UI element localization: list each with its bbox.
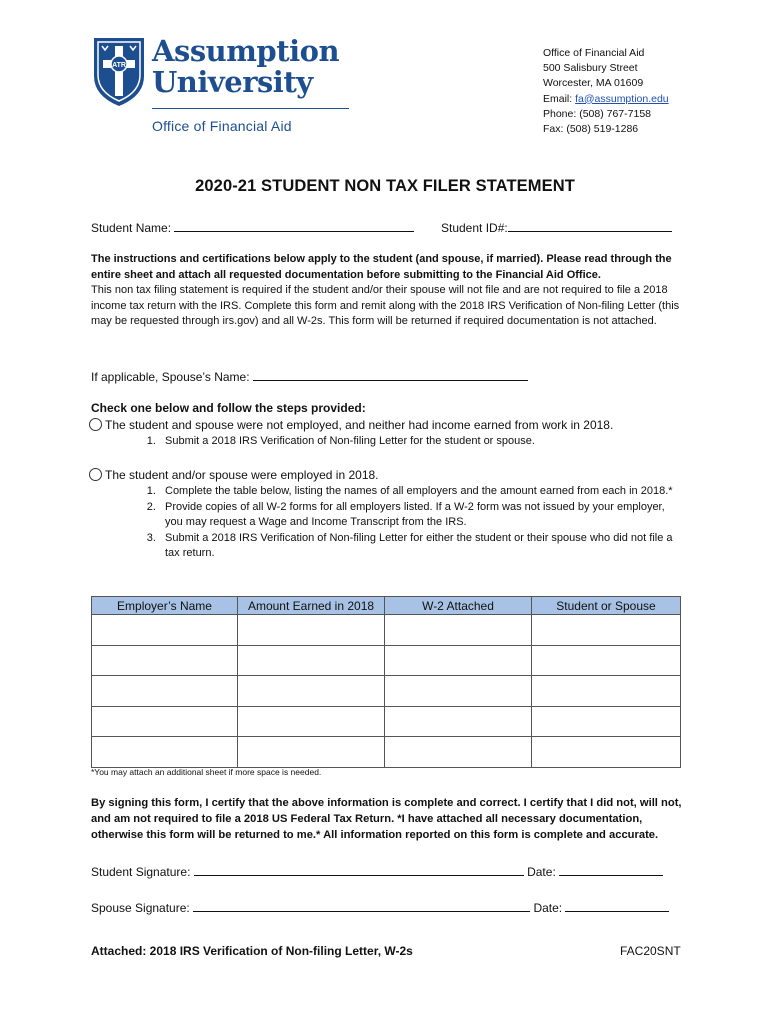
table-cell[interactable] (238, 706, 385, 737)
contact-block (543, 46, 669, 137)
table-cell[interactable] (385, 615, 532, 646)
university-name (152, 36, 339, 98)
table-cell[interactable] (92, 615, 238, 646)
spouse-date-label: Date: (533, 901, 563, 915)
contact-fax: Fax: (508) 519-1286 (543, 123, 639, 136)
spouse-name-row (91, 367, 528, 384)
table-cell[interactable] (385, 645, 532, 676)
contact-city: Worcester, MA 01609 (543, 77, 644, 90)
email-link[interactable]: fa@assumption.edu (575, 92, 669, 105)
spouse-name-label: If applicable, Spouse’s Name: (91, 370, 250, 384)
table-cell[interactable] (92, 645, 238, 676)
student-id-field[interactable] (508, 218, 672, 232)
student-name-field[interactable] (174, 218, 414, 232)
table-row (92, 645, 681, 676)
shield-icon (92, 36, 146, 108)
table-row (92, 615, 681, 646)
col-student-or-spouse: Student or Spouse (532, 597, 681, 615)
student-name-row (91, 218, 414, 235)
table-cell[interactable] (385, 676, 532, 707)
table-header-row (92, 597, 681, 615)
university-logo (92, 36, 354, 140)
contact-email (543, 92, 669, 107)
student-date-label: Date: (527, 865, 556, 879)
spouse-signature-label: Spouse Signature: (91, 901, 190, 915)
table-cell[interactable] (532, 706, 681, 737)
logo-divider (152, 108, 349, 109)
table-cell[interactable] (532, 737, 681, 768)
spouse-date-field[interactable] (565, 898, 669, 912)
table-cell[interactable] (92, 676, 238, 707)
option2-step-3: 3. Submit a 2018 IRS Verification of Non-filing Letter for either the student or their spouse who did not file a tax return. (159, 531, 681, 562)
table-row (92, 737, 681, 768)
contact-office: Office of Financial Aid (543, 47, 645, 59)
student-signature-label: Student Signature: (91, 865, 191, 879)
col-employer-name: Employer’s Name (92, 597, 238, 615)
page-title: 2020-21 STUDENT NON TAX FILER STATEMENT (195, 177, 575, 195)
university-name-line1: Assumption (152, 34, 340, 68)
option2-steps (91, 484, 681, 562)
option-employed-label: The student and/or spouse were employed in 2018. (105, 468, 379, 482)
table-cell[interactable] (532, 676, 681, 707)
table-cell[interactable] (532, 615, 681, 646)
logo-office-name: Office of Financial Aid (152, 118, 292, 134)
spouse-name-field[interactable] (253, 367, 528, 381)
form-code: FAC20SNT (620, 944, 681, 958)
table-cell[interactable] (238, 676, 385, 707)
student-date-field[interactable] (559, 862, 663, 876)
instructions-body: This non tax filing statement is required if the student and/or their spouse will not file and are not required to file a 2018 income tax return with the IRS. Complete this form and remit along with the 2018 IRS Verification of Non-filing Letter (this may be requested through irs.gov) and all W-2s. This form will be returned if required documentation is not attached. (91, 284, 680, 327)
col-w2-attached: W-2 Attached (385, 597, 532, 615)
col-amount-earned: Amount Earned in 2018 (238, 597, 385, 615)
instructions (91, 252, 681, 330)
table-cell[interactable] (238, 645, 385, 676)
employer-table (91, 596, 681, 768)
certification-statement: By signing this form, I certify that the above information is complete and correct. I certify that I did not, will not, and am not required to file a 2018 US Federal Tax Return. *I have attached all necessary documentation, otherwise this form will be returned to me.* All information reported on this form is complete and accurate. (91, 797, 682, 842)
radio-not-employed[interactable] (89, 418, 102, 431)
spouse-signature-row (91, 898, 669, 915)
attachments-note: Attached: 2018 IRS Verification of Non-filing Letter, W-2s (91, 944, 413, 958)
radio-employed[interactable] (89, 468, 102, 481)
contact-phone: Phone: (508) 767-7158 (543, 107, 651, 120)
option1-steps (91, 434, 691, 450)
table-cell[interactable] (385, 706, 532, 737)
shield-letters: ATR (112, 62, 126, 69)
table-note: *You may attach an additional sheet if more space is needed. (91, 767, 322, 777)
email-label: Email: (543, 92, 576, 105)
contact-street: 500 Salisbury Street (543, 62, 638, 75)
table-cell[interactable] (238, 615, 385, 646)
student-id-label: Student ID#: (441, 221, 508, 235)
student-id-row (441, 218, 672, 235)
option-not-employed (89, 418, 613, 432)
option1-step-1: 1. Submit a 2018 IRS Verification of Non-filing Letter for the student or spouse. (159, 434, 691, 450)
table-cell[interactable] (385, 737, 532, 768)
student-signature-row (91, 862, 663, 879)
options-heading: Check one below and follow the steps provided: (91, 401, 366, 415)
option2-step-2: 2. Provide copies of all W-2 forms for all employers listed. If a W-2 form was not issued by your employer, you may request a Wage and Income Transcript from the IRS. (159, 500, 681, 531)
option2-step-1: 1. Complete the table below, listing the names of all employers and the amount earned from each in 2018.* (159, 484, 681, 500)
option-employed (89, 468, 379, 482)
table-cell[interactable] (532, 645, 681, 676)
option-not-employed-label: The student and spouse were not employed, and neither had income earned from work in 2018. (105, 418, 614, 432)
table-row (92, 706, 681, 737)
table-cell[interactable] (92, 737, 238, 768)
table-row (92, 676, 681, 707)
student-signature-field[interactable] (194, 862, 524, 876)
instructions-bold: The instructions and certifications below apply to the student (and spouse, if married). Please read through the entire sheet and attach all requested documentation before submitting to the Financial Aid Office. (91, 253, 672, 281)
student-name-label: Student Name: (91, 221, 172, 235)
table-cell[interactable] (238, 737, 385, 768)
table-cell[interactable] (92, 706, 238, 737)
university-name-line2: University (152, 65, 313, 99)
spouse-signature-field[interactable] (193, 898, 530, 912)
